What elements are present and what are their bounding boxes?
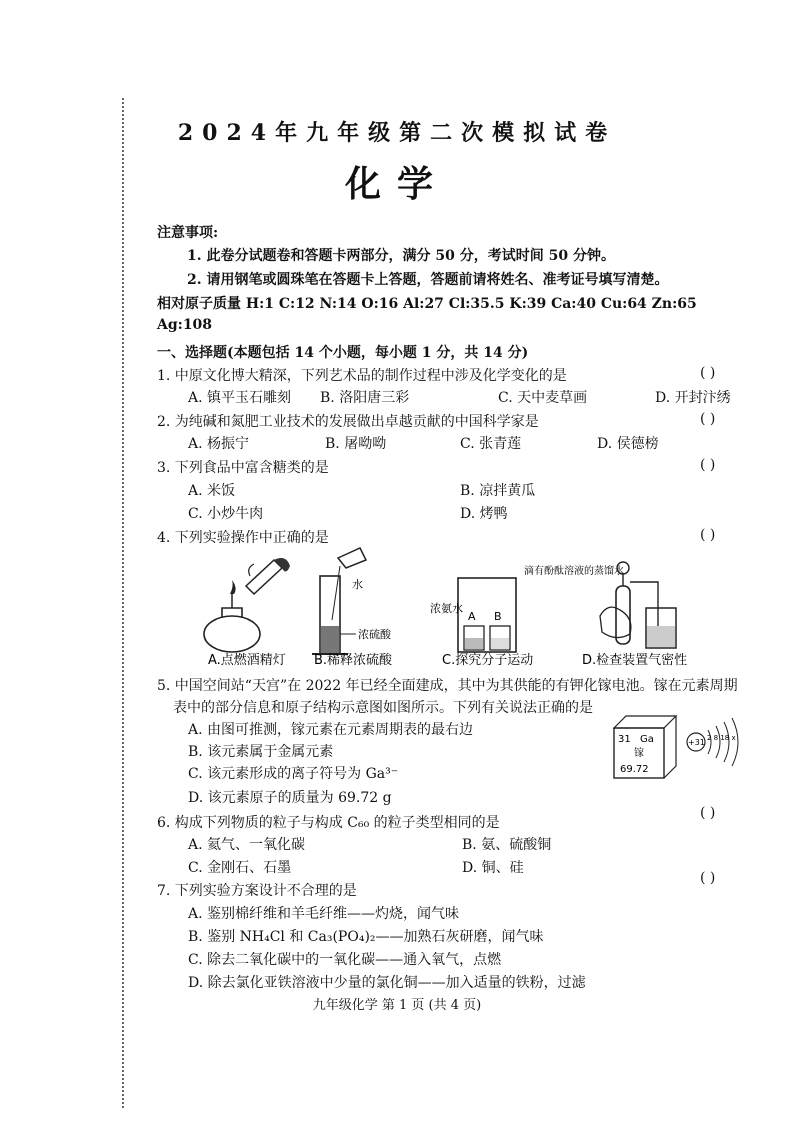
- gallium-figure: [606, 712, 756, 782]
- q5-option-a[interactable]: A. 由图可推测，镓元素在元素周期表的最右边: [188, 722, 474, 738]
- q3-option-d[interactable]: D. 烤鸭: [460, 506, 508, 522]
- q7-option-a[interactable]: A. 鉴别棉纤维和羊毛纤维——灼烧，闻气味: [188, 906, 460, 922]
- q7-option-d[interactable]: D. 除去氯化亚铁溶液中少量的氯化铜——加入适量的铁粉，过滤: [188, 975, 586, 991]
- notice-item-1: 1. 此卷分试题卷和答题卡两部分，满分 50 分，考试时间 50 分钟。: [187, 248, 615, 264]
- atom-shells-label: 2 8 18 x: [707, 734, 736, 742]
- atom-nucleus-label: +31: [688, 738, 705, 747]
- caption-a: A.点燃酒精灯: [208, 653, 286, 668]
- q6-option-b[interactable]: B. 氨、硫酸铜: [462, 837, 552, 853]
- question-7-stem: 7. 下列实验方案设计不合理的是: [157, 883, 357, 899]
- q6-option-d[interactable]: D. 铜、硅: [462, 860, 524, 876]
- question-5-stem-line2: 表中的部分信息和原子结构示意图如图所示。下列有关说法正确的是: [173, 700, 593, 716]
- q3-option-a[interactable]: A. 米饭: [188, 483, 236, 499]
- question-2-stem: 2. 为纯碱和氮肥工业技术的发展做出卓越贡献的中国科学家是: [157, 414, 539, 430]
- q1-option-c[interactable]: C. 天中麦草画: [498, 390, 588, 406]
- section-heading: 一、选择题(本题包括 14 个小题，每小题 1 分，共 14 分): [157, 345, 529, 361]
- q3-option-b[interactable]: B. 凉拌黄瓜: [460, 483, 536, 499]
- label-beaker-a: A: [468, 610, 476, 623]
- notice-heading: 注意事项:: [157, 225, 219, 241]
- bell-jar-beakers-icon: [458, 578, 516, 652]
- answer-blank-2[interactable]: ( ): [700, 411, 716, 427]
- alcohol-lamp-icon: [204, 558, 290, 652]
- q1-option-a[interactable]: A. 镇平玉石雕刻: [188, 390, 292, 406]
- page-footer: 九年级化学 第 1 页 (共 4 页): [312, 998, 482, 1013]
- answer-blank-7[interactable]: ( ): [700, 870, 716, 886]
- answer-blank-3[interactable]: ( ): [700, 457, 716, 473]
- element-mass: 69.72: [620, 764, 649, 775]
- question-5-stem-line1: 5. 中国空间站“天宫”在 2022 年已经全面建成，其中为其供能的有钾化镓电池。镓在元素周期: [157, 678, 738, 694]
- element-name: 镓: [634, 748, 644, 759]
- answer-blank-1[interactable]: ( ): [700, 365, 716, 381]
- q6-option-c[interactable]: C. 金刚石、石墨: [188, 860, 292, 876]
- binding-margin-line: [122, 98, 124, 1108]
- q5-option-c[interactable]: C. 该元素形成的离子符号为 Ga³⁻: [188, 766, 399, 782]
- answer-blank-4[interactable]: ( ): [700, 527, 716, 543]
- label-conc-ammonia: 浓氨水: [430, 602, 463, 615]
- question-4-stem: 4. 下列实验操作中正确的是: [157, 530, 329, 546]
- caption-d: D.检查装置气密性: [582, 653, 688, 668]
- question-3-stem: 3. 下列食品中富含糖类的是: [157, 460, 329, 476]
- q3-option-c[interactable]: C. 小炒牛肉: [188, 506, 264, 522]
- exam-title: 2024年九年级第二次模拟试卷: [177, 120, 617, 146]
- answer-blank-6[interactable]: ( ): [700, 805, 716, 821]
- subject-title: 化学: [344, 163, 449, 205]
- q5-option-b[interactable]: B. 该元素属于金属元素: [188, 744, 334, 760]
- q2-option-b[interactable]: B. 屠呦呦: [325, 436, 387, 452]
- q2-option-a[interactable]: A. 杨振宁: [188, 436, 250, 452]
- label-beaker-b: B: [494, 610, 502, 623]
- q6-option-a[interactable]: A. 氦气、一氧化碳: [188, 837, 306, 853]
- question-1-stem: 1. 中原文化博大精深，下列艺术品的制作过程中涉及化学变化的是: [157, 368, 567, 384]
- q2-option-d[interactable]: D. 侯德榜: [597, 436, 659, 452]
- atomic-mass-line1: 相对原子质量 H:1 C:12 N:14 O:16 Al:27 Cl:35.5 K:39 Ca:40 Cu:64 Zn:65: [157, 296, 697, 312]
- caption-c: C.探究分子运动: [442, 653, 534, 668]
- question-6-stem: 6. 构成下列物质的粒子与构成 C₆₀ 的粒子类型相同的是: [157, 815, 500, 831]
- label-water: 水: [352, 578, 363, 591]
- label-conc-acid: 浓硫酸: [358, 628, 391, 641]
- element-number: 31: [618, 734, 631, 745]
- q7-option-c[interactable]: C. 除去二氧化碳中的一氧化碳——通入氧气，点燃: [188, 952, 502, 968]
- q7-option-b[interactable]: B. 鉴别 NH₄Cl 和 Ca₃(PO₄)₂——加熟石灰研磨，闻气味: [188, 929, 544, 945]
- element-symbol: Ga: [640, 734, 654, 745]
- q4-apparatus-figure: [190, 546, 750, 672]
- caption-b: B.稀释浓硫酸: [314, 653, 393, 668]
- notice-item-2: 2. 请用钢笔或圆珠笔在答题卡上答题，答题前请将姓名、准考证号填写清楚。: [187, 272, 669, 288]
- q1-option-b[interactable]: B. 洛阳唐三彩: [320, 390, 410, 406]
- q5-option-d[interactable]: D. 该元素原子的质量为 69.72 g: [188, 790, 392, 806]
- q1-option-d[interactable]: D. 开封汴绣: [655, 390, 731, 406]
- label-phenolphthalein: 滴有酚酞溶液的蒸馏水: [524, 566, 624, 577]
- atomic-mass-line2: Ag:108: [157, 317, 213, 333]
- q2-option-c[interactable]: C. 张青莲: [460, 436, 522, 452]
